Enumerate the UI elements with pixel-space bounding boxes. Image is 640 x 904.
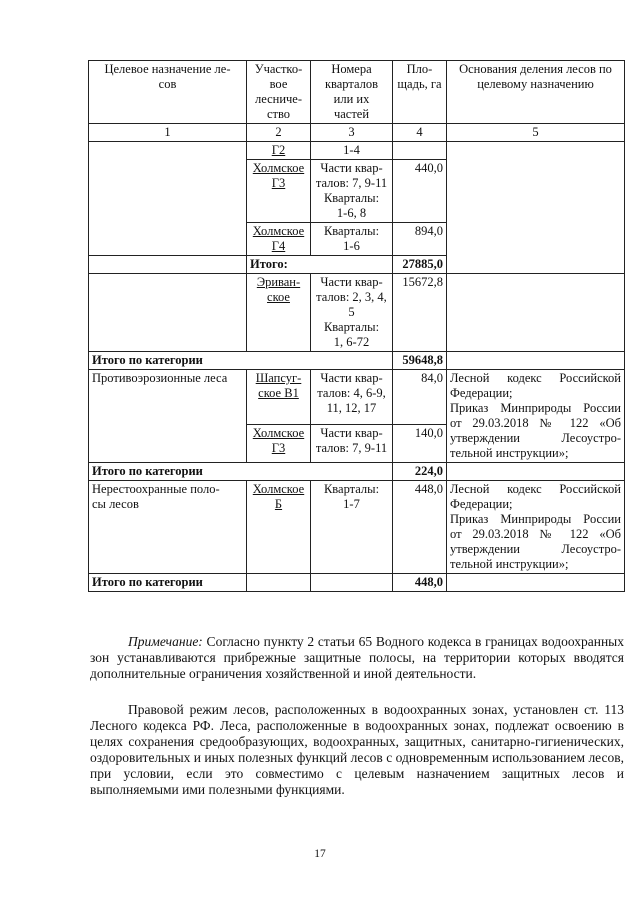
blocks-cell: Части квар- талов: 2, 3, 4, 5 Кварталы: 1, 6-72 bbox=[311, 274, 393, 352]
table-header-row bbox=[89, 61, 625, 124]
col-number: 2 bbox=[247, 124, 311, 142]
category-total-area: 59648,8 bbox=[393, 352, 447, 370]
basis-cell bbox=[447, 142, 625, 274]
forestry-cell: Холмское Б bbox=[247, 481, 311, 574]
area-cell: 84,0 bbox=[393, 370, 447, 425]
col-number: 4 bbox=[393, 124, 447, 142]
basis-cell bbox=[447, 463, 625, 481]
table-row bbox=[89, 370, 625, 425]
blocks-cell: Кварталы: 1-6 bbox=[311, 223, 393, 256]
purpose-cell bbox=[89, 142, 247, 256]
category-total-area: 224,0 bbox=[393, 463, 447, 481]
forestry-cell: Холмское Г4 bbox=[247, 223, 311, 256]
forest-purpose-table bbox=[88, 60, 625, 592]
basis-cell bbox=[447, 352, 625, 370]
header-purpose: Целевое назначение ле- сов bbox=[89, 61, 247, 124]
forestry-cell: Эриван- ское bbox=[247, 274, 311, 352]
basis-cell bbox=[447, 574, 625, 592]
area-cell: 440,0 bbox=[393, 160, 447, 223]
purpose-cell: Противоэрозионные леса bbox=[89, 370, 247, 463]
area-cell: 448,0 bbox=[393, 481, 447, 574]
category-total-area: 448,0 bbox=[393, 574, 447, 592]
forestry-cell bbox=[247, 574, 311, 592]
category-total-row bbox=[89, 574, 625, 592]
category-total-row bbox=[89, 352, 625, 370]
column-number-row bbox=[89, 124, 625, 142]
table-row bbox=[89, 142, 625, 160]
category-total-label: Итого по категории bbox=[89, 352, 393, 370]
legal-regime-paragraph bbox=[90, 702, 624, 798]
area-cell: 15672,8 bbox=[393, 274, 447, 352]
basis-cell: Лесной кодекс Российской Федерации; Приказ Минприроды России от 29.03.2018 № 122 «Об утверждении Лесоустро- тельной инструкции»; bbox=[447, 370, 625, 463]
legal-regime-text: Правовой режим лесов, расположенных в водоохранных зонах, установлен ст. 113 Лесного кодекса РФ. Леса, расположенные в водоохранных зонах, подлежат освоению в целях сохранения средообразующих, водоохранных, защитных, санитарно-гигиенических, оздоровительных и иных полезных функций лесов с одновременным использованием лесов, при условии, если это совместимо с целевым назначением защитных лесов и выполняемыми ими полезными функциями. bbox=[90, 702, 624, 797]
category-total-label: Итого по категории bbox=[89, 463, 393, 481]
blocks-cell: Части квар- талов: 7, 9-11 bbox=[311, 425, 393, 463]
forestry-cell: Шапсуг- ское В1 bbox=[247, 370, 311, 425]
table-row bbox=[89, 481, 625, 574]
basis-cell bbox=[447, 274, 625, 352]
blocks-cell: Части квар- талов: 4, 6-9, 11, 12, 17 bbox=[311, 370, 393, 425]
forestry-cell: Г2 bbox=[247, 142, 311, 160]
area-cell: 140,0 bbox=[393, 425, 447, 463]
category-total-row bbox=[89, 463, 625, 481]
header-area: Пло- щадь, га bbox=[393, 61, 447, 124]
note-label: Примечание: bbox=[128, 634, 203, 649]
purpose-cell bbox=[89, 256, 247, 274]
page-number: 17 bbox=[314, 848, 326, 860]
category-total-label: Итого по категории bbox=[89, 574, 247, 592]
header-forestry: Участко- вое лесниче- ство bbox=[247, 61, 311, 124]
purpose-cell bbox=[89, 274, 247, 352]
forestry-cell: Холмское Г3 bbox=[247, 160, 311, 223]
forestry-cell: Холмское Г3 bbox=[247, 425, 311, 463]
blocks-cell: 1-4 bbox=[311, 142, 393, 160]
header-blocks: Номера кварталов или их частей bbox=[311, 61, 393, 124]
blocks-cell: Части квар- талов: 7, 9-11 Кварталы: 1-6, 8 bbox=[311, 160, 393, 223]
header-basis: Основания деления лесов по целевому назначению bbox=[447, 61, 625, 124]
blocks-cell: Кварталы: 1-7 bbox=[311, 481, 393, 574]
area-cell: 894,0 bbox=[393, 223, 447, 256]
col-number: 5 bbox=[447, 124, 625, 142]
subtotal-label: Итого: bbox=[247, 256, 393, 274]
table-row bbox=[89, 274, 625, 352]
note-paragraph bbox=[90, 634, 624, 682]
subtotal-area: 27885,0 bbox=[393, 256, 447, 274]
col-number: 3 bbox=[311, 124, 393, 142]
basis-cell: Лесной кодекс Российской Федерации; Приказ Минприроды России от 29.03.2018 № 122 «Об утверждении Лесоустро- тельной инструкции»; bbox=[447, 481, 625, 574]
note-text: Согласно пункту 2 статьи 65 Водного кодекса в границах водоохранных зон устанавливаются прибрежные защитные полосы, на территории которых вводятся дополнительные ограничения хозяйственной и иной деятельности. bbox=[90, 634, 624, 681]
blocks-cell bbox=[311, 574, 393, 592]
col-number: 1 bbox=[89, 124, 247, 142]
area-cell bbox=[393, 142, 447, 160]
purpose-cell: Нерестоохранные поло- сы лесов bbox=[89, 481, 247, 574]
